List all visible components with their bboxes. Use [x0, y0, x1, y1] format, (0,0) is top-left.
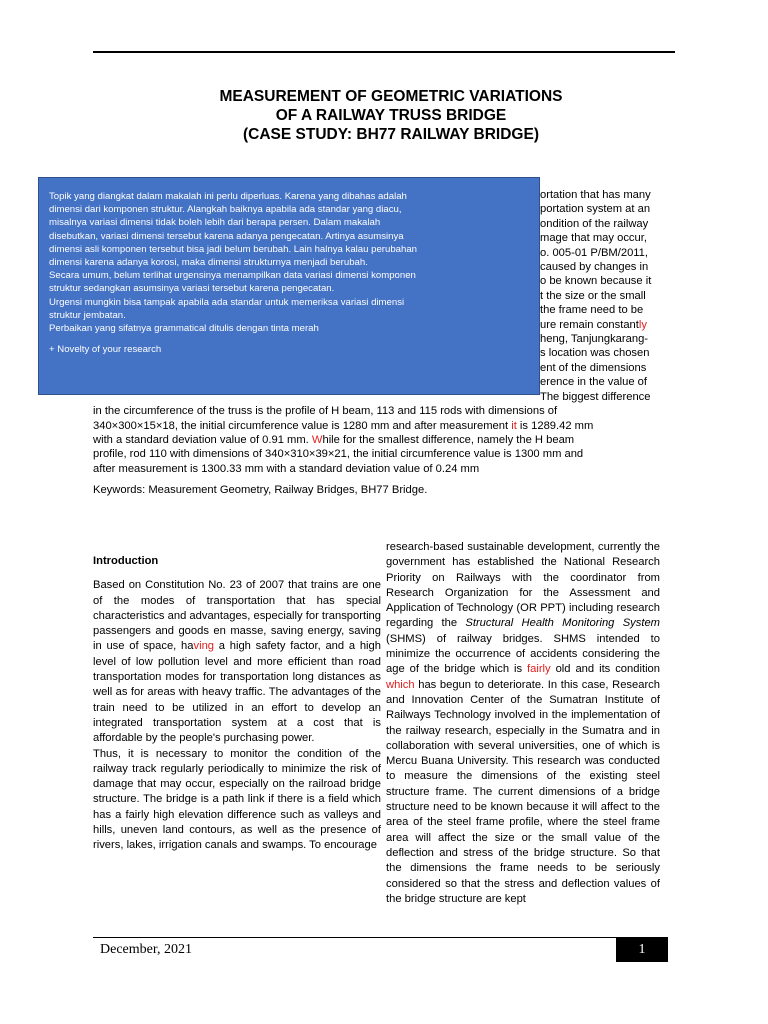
comment-line-4: disebutkan, variasi dimensi tersebut karena adanya pengecatan. Artinya asumsinya — [49, 230, 404, 242]
comment-line-9: Urgensi mungkin bisa tampak apabila ada standar untuk memeriksa variasi dimensi — [49, 296, 405, 308]
header-rule — [93, 51, 675, 53]
footer-date: December, 2021 — [100, 942, 192, 957]
abstract-line-4: mage that may occur, — [540, 232, 647, 245]
comment-line-10: struktur jembatan. — [49, 309, 126, 321]
abstract-line-12: s location was chosen — [540, 347, 650, 360]
abstract-line-15: The biggest difference — [540, 390, 651, 403]
abstract-line-11: heng, Tanjungkarang- — [540, 333, 649, 346]
abstract-line-17: 340×300×15×18, the initial circumference value is 1280 mm and after measurement it is 1289.42 mm — [93, 419, 594, 432]
abstract-line-5: o. 005-01 P/BM/2011, — [540, 246, 649, 259]
title-line-1: MEASUREMENT OF GEOMETRIC VARIATIONS — [219, 88, 563, 105]
comment-line-11: Perbaikan yang sifatnya grammatical ditulis dengan tinta merah — [49, 323, 319, 335]
comment-line-6: dimensi karena adanya korosi, maka dimensi strukturnya menjadi berubah. — [49, 257, 368, 269]
abstract-line-1: ortation that has many — [540, 189, 651, 201]
abstract-line-19: profile, rod 110 with dimensions of 340×310×39×21, the initial circumference value is 1300 mm and — [93, 448, 584, 461]
abstract-line-2: portation system at an — [540, 203, 651, 216]
page-number: 1 — [616, 938, 668, 962]
abstract-line-18: with a standard deviation value of 0.91 mm. While for the smallest difference, namely the H beam — [93, 433, 575, 446]
comment-line-3: misalnya variasi dimensi tidak boleh lebih dari berapa persen. Dalam makalah — [49, 217, 381, 229]
comment-line-5: dimensi asli komponen tersebut bisa jadi belum berubah. Lain halnya kalau perubahan — [49, 243, 418, 255]
comment-line-8: struktur sedangkan asumsinya variasi tersebut karena pengecatan. — [49, 283, 335, 295]
abstract-line-16: in the circumference of the truss is the profile of H beam, 113 and 115 rods with dimensions of — [93, 405, 558, 418]
comment-line-2: dimensi dari komponen struktur. Alangkah baiknya apabila ada standar yang diacu, — [49, 204, 402, 216]
paper-title — [93, 87, 689, 144]
review-comment-box[interactable] — [38, 177, 540, 395]
abstract-line-9: the frame need to be — [540, 304, 644, 317]
right-column — [386, 540, 660, 907]
intro-paragraph-1: Based on Constitution No. 23 of 2007 that trains are one of the modes of transportation that has special characteristics and advantages, especially for transporting passengers and goods en masse, saving energy, saving in use of space, having a high safety factor, and a high level of low pollution level and more efficient than road transportation modes for transportation long distances as well as for areas with heavy traffic. The advantages of the train need to be utilized in an effort to develop an integrated transportation system at a cost that is affordable by the people's purchasing power. — [93, 579, 381, 745]
title-line-3: (CASE STUDY: BH77 RAILWAY BRIDGE) — [243, 126, 539, 143]
abstract-line-7: o be known because it — [540, 275, 652, 288]
footer-rule — [93, 937, 668, 938]
comment-line-7: Secara umum, belum terlihat urgensinya menampilkan data variasi dimensi komponen — [49, 270, 416, 282]
right-paragraph: research-based sustainable development, currently the government has established the National Research Priority on Railways with the coordinator from Research Organization for the Assessment and Application of Technology (OR PPT) including research regarding the Structural Health Monitoring System (SHMS) of railway bridges. SHMS intended to minimize the occurrence of accidents considering the age of the bridge which is fairly old and its condition which has begun to deteriorate. In this case, Research and Innovation Center of the Sumatran Institute of Railways Technology involved in the implementation of the railway research, especially in the Sumatra and in collaboration with several universities, one of which is Mercu Buana University. This research was conducted to measure the dimensions of the existing steel structure frame. The current dimensions of a bridge structure need to be known because it will affect to the area of the steel frame profile, where the steel frame area will affect the size or the small value of the deflection and stress of the bridge structure. So that the dimensions the frame needs to be seriously considered so that the stress and deflection values of the bridge structure are kept — [386, 541, 660, 905]
title-line-2: OF A RAILWAY TRUSS BRIDGE — [275, 107, 507, 124]
introduction-heading: Introduction — [93, 555, 159, 567]
comment-novelty: + Novelty of your research — [49, 344, 162, 356]
comment-line-1: Topik yang diangkat dalam makalah ini perlu diperluas. Karena yang dibahas adalah — [49, 191, 407, 202]
abstract-line-14: erence in the value of — [540, 376, 647, 389]
left-column — [93, 554, 381, 854]
abstract-line-20: after measurement is 1300.33 mm with a standard deviation value of 0.24 mm — [93, 462, 480, 475]
abstract-line-3: ondition of the railway — [540, 217, 649, 230]
abstract-line-6: caused by changes in — [540, 261, 649, 274]
keywords: Keywords: Measurement Geometry, Railway Bridges, BH77 Bridge. — [93, 484, 428, 496]
abstract-line-13: ent of the dimensions — [540, 361, 647, 374]
intro-paragraph-2: Thus, it is necessary to monitor the condition of the railway track regularly periodically to minimize the risk of damage that may occur, especially on the railroad bridge structure. The bridge is a path link if there is a field which has a fairly high elevation difference such as valleys and hills, uneven land contours, as well as the presence of rivers, lakes, irrigation canals and swamps. To encourage — [93, 747, 381, 852]
abstract-line-10: ure remain constantly — [540, 318, 647, 331]
abstract-line-8: t the size or the small — [540, 289, 646, 302]
